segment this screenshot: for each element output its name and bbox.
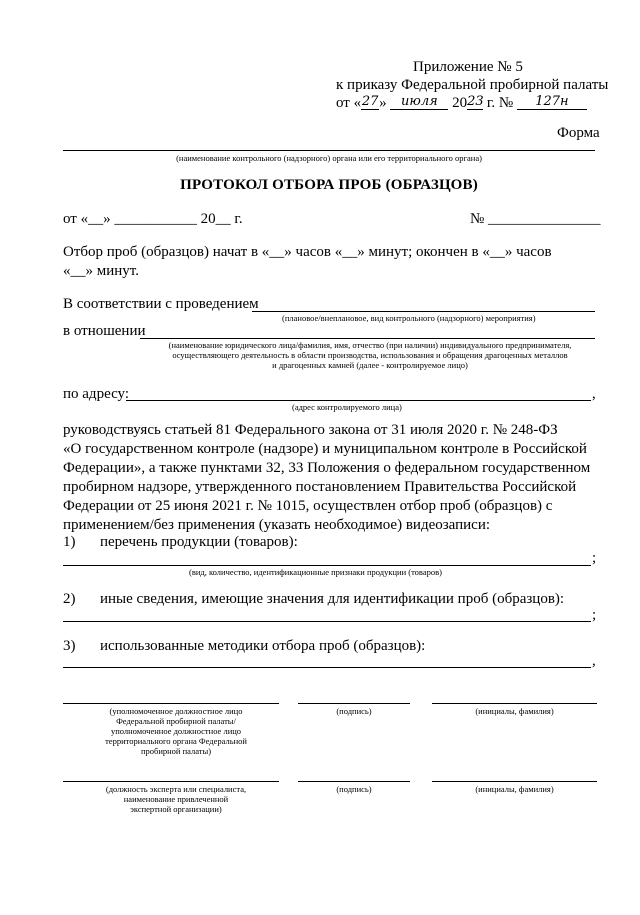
item-3-number: 3): [63, 638, 76, 654]
appendix-date-quote: »: [379, 95, 387, 111]
item-1-number: 1): [63, 534, 76, 550]
item-3-text: использованные методики отбора проб (образцов):: [100, 638, 426, 654]
appendix-line-2: к приказу Федеральной пробирной палаты: [336, 77, 609, 93]
regarding-caption-3: и драгоценных камней (далее - контролируемое лицо): [272, 360, 468, 370]
appendix-month-field: [390, 95, 448, 110]
document-title: ПРОТОКОЛ ОТБОРА ПРОБ (ОБРАЗЦОВ): [180, 177, 478, 193]
address-label: по адресу:: [63, 386, 130, 402]
sig2-expert-line: [63, 781, 279, 782]
item-2-line: [63, 621, 591, 622]
item-3-line: [63, 667, 591, 668]
appendix-year-suffix: 23: [467, 94, 484, 109]
item-1-end: ;: [592, 550, 597, 566]
accordance-label: В соответствии с проведением: [63, 296, 259, 312]
paragraph-line-2: «О государственном контроле (надзоре) и муниципальном контроле в Российской: [63, 441, 587, 457]
org-line: [63, 150, 595, 151]
sig1-official-caption-4: территориального органа Федеральной: [105, 736, 247, 746]
address-end: ,: [592, 386, 596, 402]
sig1-official-caption-5: пробирной палаты): [140, 746, 212, 756]
item-1-caption: (вид, количество, идентификационные признаки продукции (товаров): [189, 567, 442, 577]
sig1-official-caption-3: уполномоченное должностное лицо: [110, 726, 242, 736]
sig2-expert-caption-3: экспертной организации): [130, 804, 222, 814]
accordance-caption: (плановое/внеплановое, вид контрольного (надзорного) мероприятия): [282, 313, 536, 323]
item-2-end: ;: [592, 607, 597, 623]
item-1-text: перечень продукции (товаров):: [100, 534, 298, 550]
sig1-name-line: [432, 703, 597, 704]
sig1-official-caption-2: Федеральной пробирной палаты/: [116, 716, 236, 726]
sig1-signature-line: [298, 703, 410, 704]
appendix-month: июля: [401, 94, 438, 109]
address-line: [126, 400, 591, 401]
appendix-number-label: г. №: [486, 95, 514, 111]
appendix-day: 27: [361, 94, 379, 109]
sig2-name-line: [432, 781, 597, 782]
item-1-line: [63, 565, 591, 566]
sampling-time-line-2: «__» минут.: [63, 263, 139, 279]
paragraph-line-1: руководствуясь статьей 81 Федерального закона от 31 июля 2020 г. № 248-ФЗ: [63, 422, 558, 438]
sig2-name-caption: (инициалы, фамилия): [475, 784, 554, 794]
paragraph-line-5: Федерации от 25 июня 2021 г. № 1015, осуществлен отбор проб (образцов) с: [63, 498, 553, 514]
paragraph-line-3: Федерации», а также пунктами 32, 33 Положения о федеральном государственном: [63, 460, 591, 476]
sig2-signature-line: [298, 781, 410, 782]
regarding-caption-2: осуществляющего деятельность в области производства, использования и обращения драгоценных металлов: [172, 350, 568, 360]
sig1-official-caption-1: (уполномоченное должностное лицо: [109, 706, 243, 716]
appendix-number-field: [517, 95, 587, 110]
sig1-name-caption: (инициалы, фамилия): [475, 706, 554, 716]
item-2-text: иные сведения, имеющие значения для идентификации проб (образцов):: [100, 591, 565, 607]
paragraph-line-4: пробирном надзоре, утвержденного постановлением Правительства Российской: [63, 479, 577, 495]
accordance-line: [252, 311, 595, 312]
form-label: Форма: [557, 125, 600, 141]
sig2-signature-caption: (подпись): [336, 784, 372, 794]
appendix-year-prefix: 20: [452, 95, 468, 111]
org-caption: (наименование контрольного (надзорного) органа или его территориального органа): [176, 153, 482, 163]
item-3-end: ,: [592, 653, 596, 669]
paragraph-line-6: применением/без применения (указать необходимое) видеозаписи:: [63, 517, 491, 533]
protocol-number: № _______________: [470, 211, 601, 227]
sig1-signature-caption: (подпись): [336, 706, 372, 716]
regarding-label: в отношении: [63, 323, 146, 339]
sig1-official-line: [63, 703, 279, 704]
appendix-date-line: [336, 95, 587, 112]
appendix-number: 127н: [535, 94, 569, 109]
regarding-caption-1: (наименование юридического лица/фамилия, имя, отчество (при наличии) индивидуального предпринимателя,: [168, 340, 572, 350]
regarding-line: [140, 338, 595, 339]
appendix-date-prefix: от «: [336, 95, 362, 111]
appendix-line-1: Приложение № 5: [413, 59, 523, 75]
protocol-date: от «__» ___________ 20__ г.: [63, 211, 243, 227]
sampling-time-line-1: Отбор проб (образцов) начат в «__» часов «__» минут; окончен в «__» часов: [63, 244, 552, 260]
appendix-year-field: [467, 95, 483, 110]
item-2-number: 2): [63, 591, 76, 607]
address-caption: (адрес контролируемого лица): [292, 402, 402, 412]
sig2-expert-caption-2: наименование привлеченной: [123, 794, 229, 804]
sig2-expert-caption-1: (должность эксперта или специалиста,: [105, 784, 247, 794]
appendix-day-field: [361, 95, 379, 110]
